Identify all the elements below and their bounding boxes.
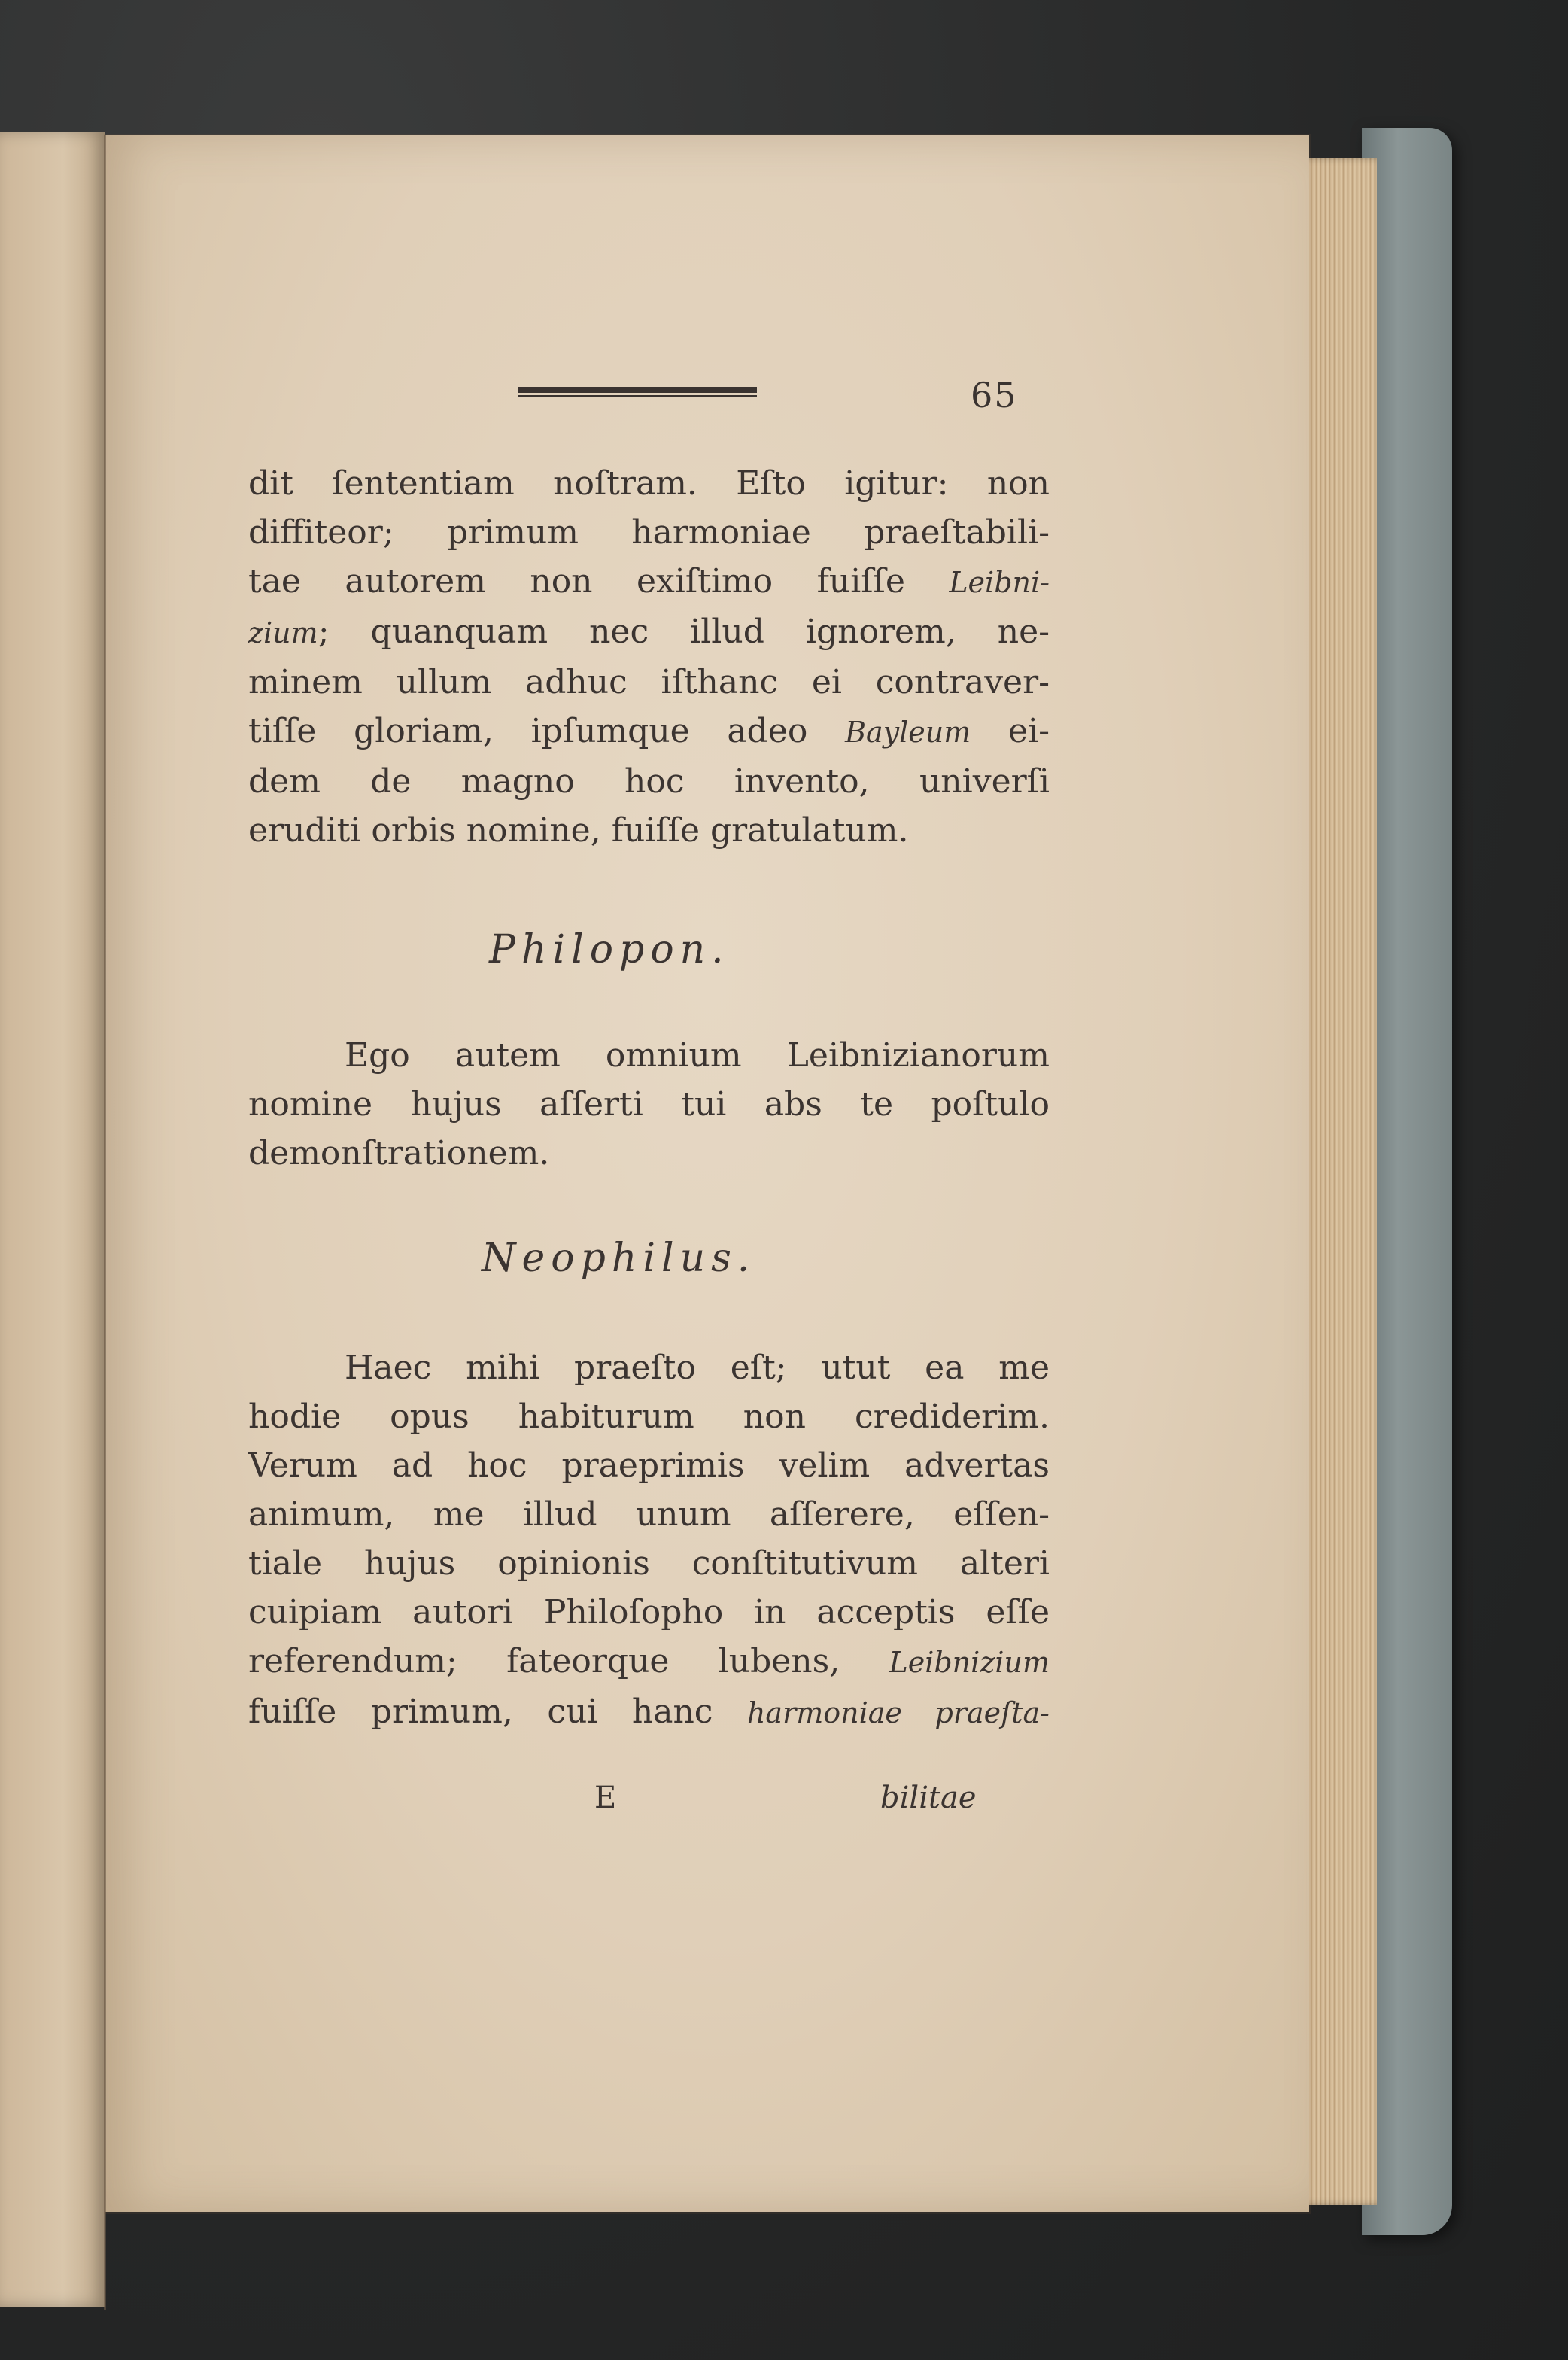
text-line: Haec mihi praeſto eſt; utut ea me xyxy=(345,1349,1050,1387)
text-line: demonſtrationem. xyxy=(248,1134,550,1172)
paragraph-3 xyxy=(248,1343,1050,1738)
text-line: tiale hujus opinionis conſtitutivum alteri xyxy=(248,1544,1050,1583)
text-line: Verum ad hoc praeprimis velim advertas xyxy=(248,1446,1050,1485)
italic-name: Leibnizium xyxy=(889,1646,1050,1679)
speaker-heading: Neophilus. xyxy=(482,1236,756,1281)
page-number: 65 xyxy=(971,375,1018,415)
header-rule xyxy=(518,387,757,399)
italic-phrase: harmoniae praeſta- xyxy=(746,1696,1050,1729)
italic-name: Leibni- xyxy=(949,566,1050,599)
text-line: eruditi orbis nomine, fuiſſe gratulatum. xyxy=(248,811,909,850)
paragraph-2 xyxy=(248,1031,1050,1178)
text-line: tiſſe gloriam, ipſumque adeo Bayleum ei- xyxy=(248,712,1050,750)
text-line: referendum; fateorque lubens, Leibnizium xyxy=(248,1642,1050,1680)
catchword: bilitae xyxy=(880,1781,977,1815)
previous-page-edge xyxy=(0,132,105,2307)
text-line: tae autorem non exiſtimo fuiſſe Leibni- xyxy=(248,562,1050,601)
text-line: cuipiam autori Philoſopho in acceptis eſſe xyxy=(248,1593,1050,1632)
text-line: Ego autem omnium Leibnizianorum xyxy=(345,1036,1050,1075)
gutter xyxy=(104,135,106,2310)
signature-mark: E xyxy=(594,1781,617,1815)
paragraph-1 xyxy=(248,459,1050,855)
text-line: dem de magno hoc invento, univerſi xyxy=(248,762,1050,801)
text-line: diffiteor; primum harmoniae praeſtabili- xyxy=(248,513,1050,552)
text-line: nomine hujus aſſerti tui abs te poſtulo xyxy=(248,1085,1050,1124)
text-line: dit ſententiam noſtram. Eſto igitur: non xyxy=(248,464,1050,503)
text-line: zium; quanquam nec illud ignorem, ne- xyxy=(248,613,1050,651)
speaker-heading: Philopon. xyxy=(489,927,730,972)
italic-name: Bayleum xyxy=(845,716,971,749)
text-line: animum, me illud unum aſſerere, eſſen- xyxy=(248,1495,1050,1534)
text-line: hodie opus habiturum non crediderim. xyxy=(248,1397,1050,1436)
text-line: minem ullum adhuc iſthanc ei contraver- xyxy=(248,663,1050,701)
text-line: fuiſſe primum, cui hanc harmoniae praeſta- xyxy=(248,1692,1050,1731)
